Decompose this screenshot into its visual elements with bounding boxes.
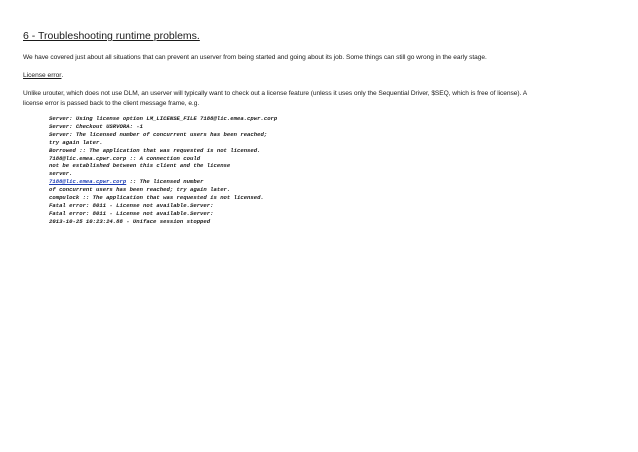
section-label-text: License error [23,72,62,79]
log-line: Server: Checkout USRVORA: -1 [49,122,143,130]
license-error-log [49,115,623,226]
intro-paragraph: We have covered just about all situations that can prevent an userver from being started and going about its job. Some things can still go wrong in the early stage. [23,54,487,61]
page-title: 6 - Troubleshooting runtime problems. [23,30,200,42]
log-line: of concurrent users has been reached; try again later. [49,186,231,194]
section-label [23,71,623,81]
log-line: Server: Using license option LM_LICENSE_FILE 7188@lic.emea.cpwr.corp [49,115,278,122]
section-label-period: . [61,72,64,79]
log-line: Borrowed :: The application that was requested is not licensed. [49,146,261,154]
body-paragraph [23,89,623,109]
log-line-rest: :: The licensed number [126,178,204,186]
log-line: Fatal error: 8011 - License not available.Server: [49,201,214,209]
log-line: Fatal error: 8011 - License not available.Server: [49,209,214,217]
log-line: 7188@lic.emea.cpwr.corp :: A connection could [49,154,201,162]
log-line: Server: The licensed number of concurrent users has been reached; [49,130,268,138]
body-line-2: license error is passed back to the client message frame, e.g. [23,100,200,107]
log-line: server. [49,170,73,178]
log-line: not be established between this client and the license [49,162,231,170]
log-line: compulock :: The application that was requested is not licensed. [49,194,264,202]
log-line: try again later. [49,138,103,146]
document-page [23,30,623,226]
log-line: 2013-10-25 10:23:24.88 - Uniface session stopped [49,217,211,225]
log-line-with-link [49,178,623,186]
body-line-1: Unlike urouter, which does not use DLM, an userver will typically want to check out a license feature (unless it uses only the Sequential Driver, $SEQ, which is free of license). A [23,90,528,97]
license-server-link[interactable]: 7188@lic.emea.cpwr.corp [49,178,127,186]
